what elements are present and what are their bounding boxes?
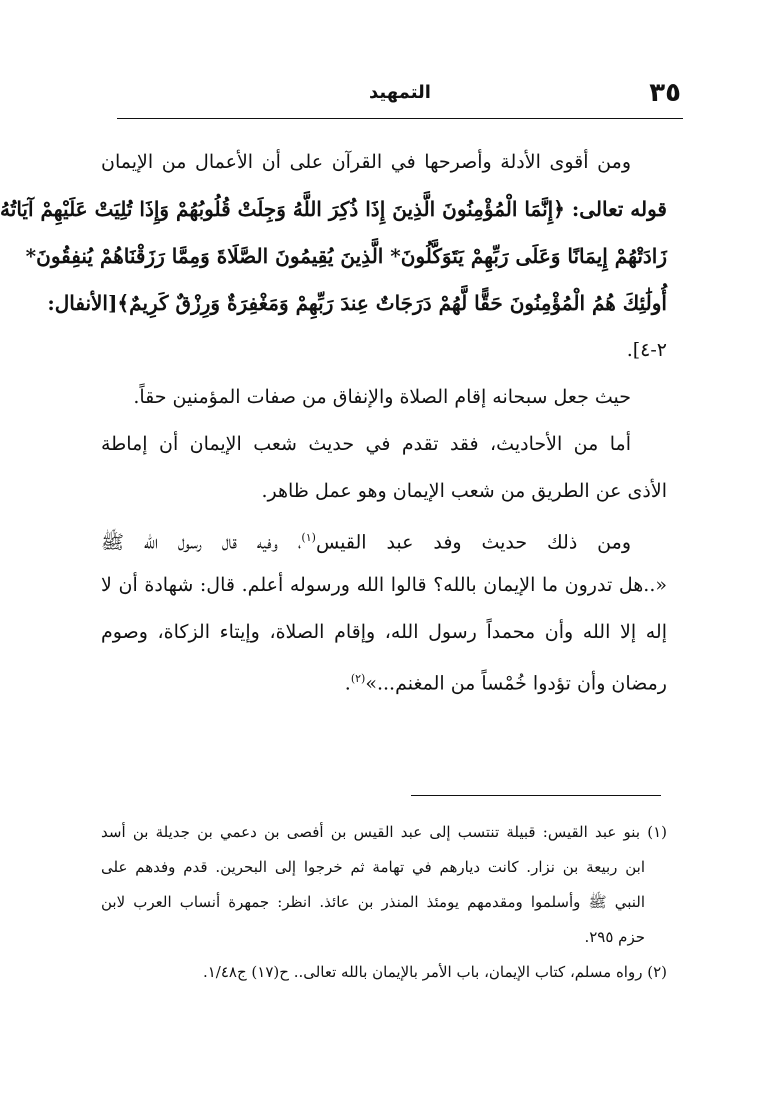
text-segment: ومن ذلك حديث وفد عبد القيس [315,531,631,554]
footnote-line: ابن ربيعة بن نزار. كانت ديارهم في تهامة ثم خرجوا إلى البحرين. قدم وفدهم على [101,858,645,876]
footnote-ref[interactable]: (٢) [350,672,366,685]
text-line: ومن أقوى الأدلة وأصرحها في القرآن على أن الأعمال من الإيمان [101,151,631,173]
page-number: ٣٥ [649,78,681,108]
footnote-line: (١) بنو عبد القيس: قبيلة تنتسب إلى عبد القيس بن أفصى بن دعمي بن جديلة بن أسد [101,823,667,841]
verse-reference: ٢-٤]. [626,339,667,361]
footnote-line: (٢) رواه مسلم، كتاب الإيمان، باب الأمر بالإيمان بالله تعالى.. ح(١٧) ج١/٤٨. [202,963,667,981]
text-line: أما من الأحاديث، فقد تقدم في حديث شعب الإيمان أن إماطة [101,433,631,455]
header-divider [117,118,683,119]
hadith-line [101,667,667,714]
quran-verse-line: قوله تعالى: ﴿إِنَّمَا الْمُؤْمِنُونَ الَّذِينَ إِذَا ذُكِرَ اللَّهُ وَجِلَتْ قُلُوبُهُمْ وَإِذَا تُلِيَتْ عَلَيْهِمْ آيَاتُهُ [0,197,667,221]
main-text [0,150,667,714]
text-line [101,526,667,573]
footnotes [101,822,667,997]
text-line: الأذى عن الطريق من شعب الإيمان وهو عمل ظاهر. [261,480,667,502]
footnote-line: النبي ﷺ وأسلموا ومقدمهم يومئذ المنذر بن عائذ. انظر: جمهرة أنساب العرب لابن [101,893,645,911]
text-segment: . [344,672,351,695]
running-title: التمهيد [369,82,431,103]
hadith-line: «..هل تدرون ما الإيمان بالله؟ قالوا الله ورسوله أعلم. قال: شهادة أن لا [101,574,667,596]
hadith-line: إله إلا الله وأن محمداً رسول الله، وإقام الصلاة، وإيتاء الزكاة، وصوم [101,621,667,643]
quran-verse-line: أُولَٰئِكَ هُمُ الْمُؤْمِنُونَ حَقًّا لَّهُمْ دَرَجَاتٌ عِندَ رَبِّهِمْ وَمَغْفِرَةٌ وَرِزْقٌ كَرِيمٌ﴾[الأنفال: [47,291,667,315]
page-header [119,78,681,114]
text-segment: ، وفيه قال رسول الله ﷺ [101,531,302,554]
footnote-ref[interactable]: (١) [301,531,316,544]
quran-verse-line: زَادَتْهُمْ إِيمَانًا وَعَلَى رَبِّهِمْ يَتَوَكَّلُونَ* الَّذِينَ يُقِيمُونَ الصَّلَاةَ وَمِمَّا رَزَقْنَاهُمْ يُنفِقُونَ* [25,244,667,268]
text-segment: رمضان وأن تؤدوا خُمْساً من المغنم...» [365,672,667,695]
text-line: حيث جعل سبحانه إقام الصلاة والإنفاق من صفات المؤمنين حقاً. [133,386,631,408]
footnote-line: حزم ٢٩٥. [584,928,645,946]
footnote-divider [411,795,661,796]
